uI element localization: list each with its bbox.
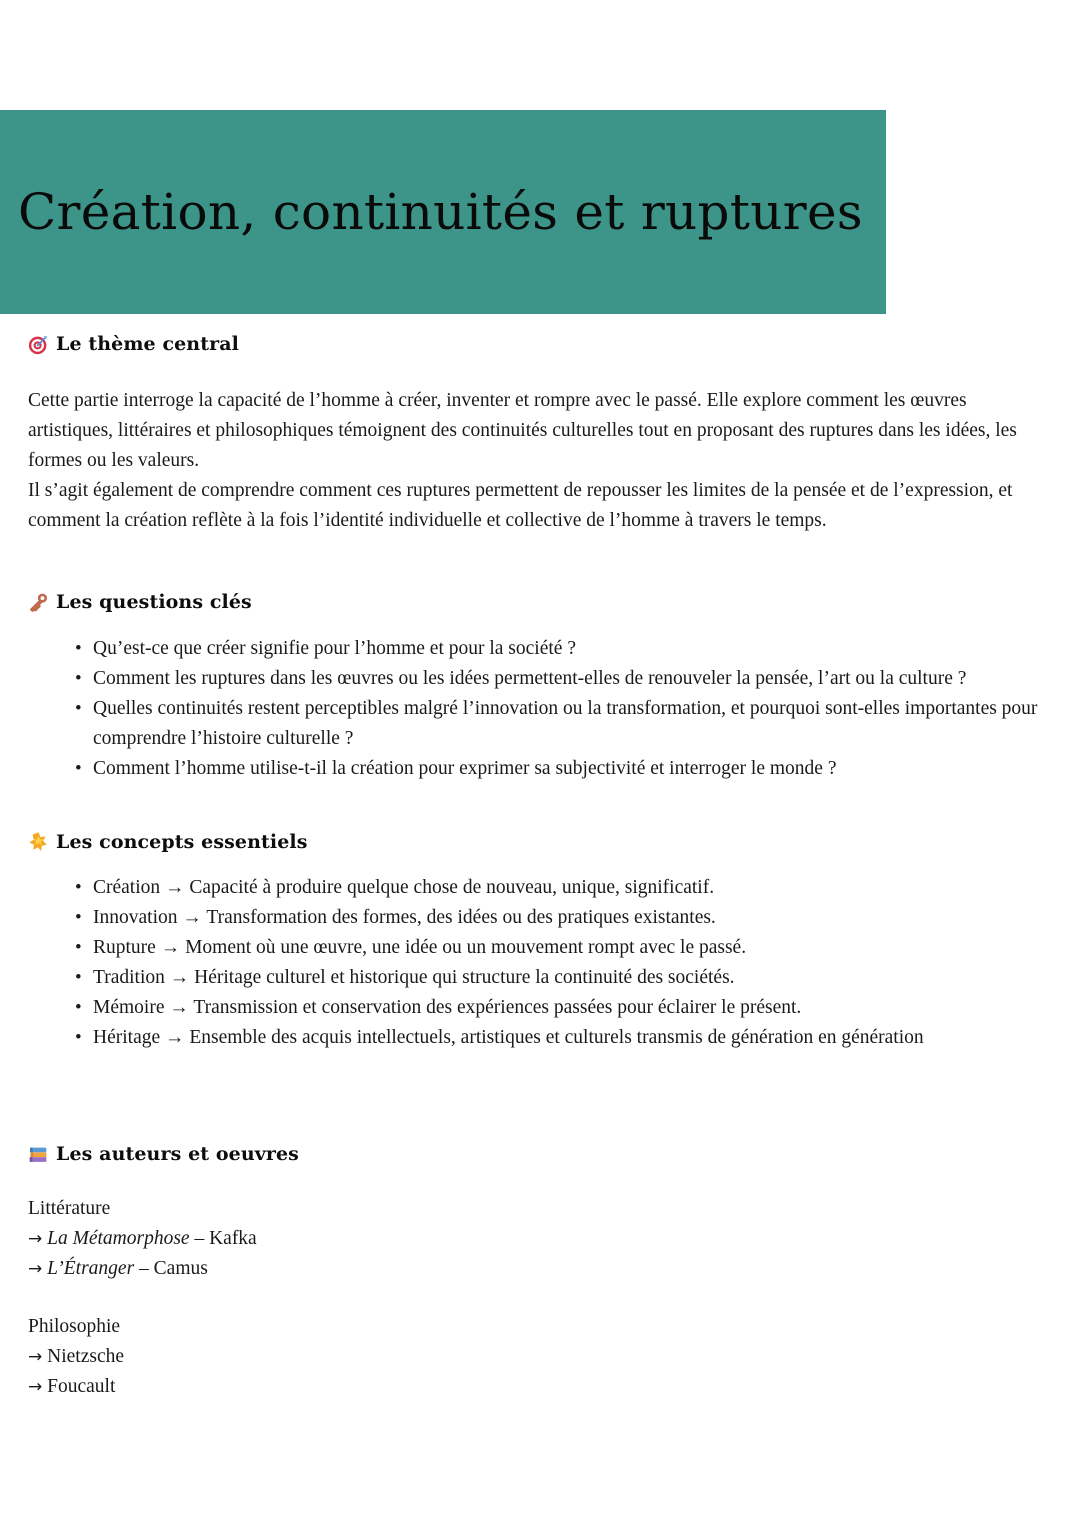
work-author: Camus bbox=[153, 1258, 208, 1280]
arrow-icon: → bbox=[28, 1229, 43, 1250]
books-icon bbox=[28, 1144, 49, 1165]
arrow-icon: → bbox=[28, 1377, 43, 1398]
list-item: • Tradition → Héritage culturel et historique qui structure la continuité des sociétés. bbox=[75, 963, 1052, 993]
work-author: Nietzsche bbox=[47, 1346, 125, 1368]
works-group-litterature bbox=[28, 1194, 1052, 1284]
works-group-label: Philosophie bbox=[28, 1316, 121, 1338]
concepts-list bbox=[28, 873, 1052, 1053]
key-icon bbox=[28, 592, 49, 613]
works-group-philosophie bbox=[28, 1312, 1052, 1402]
section-heading-concepts-label: Les concepts essentiels bbox=[56, 830, 308, 853]
work-entry bbox=[28, 1372, 1052, 1402]
work-title: L’Étranger bbox=[47, 1258, 135, 1280]
works-group-label: Littérature bbox=[28, 1198, 111, 1220]
work-dash: – bbox=[139, 1258, 149, 1280]
theme-paragraph-2: Il s’agit également de comprendre comment ces ruptures permettent de repousser les limites de la pensée et de l’expression, et comment la création reflète à la fois l’identité individuelle et collective de l’homme à travers le temps. bbox=[28, 479, 1013, 531]
list-item: • Héritage → Ensemble des acquis intellectuels, artistiques et culturels transmis de génération en génération bbox=[75, 1023, 1052, 1053]
work-entry bbox=[28, 1224, 1052, 1254]
section-heading-authors-label: Les auteurs et oeuvres bbox=[56, 1143, 299, 1166]
target-icon bbox=[28, 334, 49, 355]
work-entry bbox=[28, 1254, 1052, 1284]
work-author: Foucault bbox=[47, 1376, 116, 1398]
arrow-icon: → bbox=[28, 1259, 43, 1280]
questions-list bbox=[28, 634, 1052, 784]
star-icon bbox=[28, 831, 49, 852]
list-item: • Innovation → Transformation des formes, des idées ou des pratiques existantes. bbox=[75, 903, 1052, 933]
list-item: • Rupture → Moment où une œuvre, une idée ou un mouvement rompt avec le passé. bbox=[75, 933, 1052, 963]
section-heading-theme bbox=[28, 333, 1052, 356]
list-item: • Comment les ruptures dans les œuvres ou les idées permettent-elles de renouveler la pensée, l’art ou la culture ? bbox=[75, 664, 1052, 694]
authors-works bbox=[28, 1194, 1052, 1402]
section-heading-concepts bbox=[28, 831, 1052, 854]
work-author: Kafka bbox=[209, 1228, 257, 1250]
title-banner bbox=[0, 110, 886, 314]
list-item: • Quelles continuités restent perceptibles malgré l’innovation ou la transformation, et pourquoi sont-elles importantes pour comprendre l’histoire culturelle ? bbox=[75, 694, 1052, 754]
list-item: • Comment l’homme utilise-t-il la création pour exprimer sa subjectivité et interroger le monde ? bbox=[75, 754, 1052, 784]
theme-paragraph-1: Cette partie interroge la capacité de l’homme à créer, inventer et rompre avec le passé. Elle explore comment les œuvres artistiques, littéraires et philosophiques témoignent des continuités culturelles tout en proposant des ruptures dans les idées, les formes ou les valeurs. bbox=[28, 389, 1017, 471]
arrow-icon: → bbox=[28, 1347, 43, 1368]
list-item: • Qu’est-ce que créer signifie pour l’homme et pour la société ? bbox=[75, 634, 1052, 664]
list-item: • Mémoire → Transmission et conservation des expériences passées pour éclairer le présent. bbox=[75, 993, 1052, 1023]
section-heading-theme-label: Le thème central bbox=[56, 333, 239, 355]
work-title: La Métamorphose bbox=[47, 1228, 190, 1250]
theme-paragraphs bbox=[28, 386, 1052, 536]
section-heading-questions-label: Les questions clés bbox=[56, 590, 252, 613]
page-title: Création, continuités et ruptures bbox=[18, 182, 863, 241]
document-content bbox=[0, 314, 1080, 1402]
section-heading-questions bbox=[28, 591, 1052, 614]
work-entry bbox=[28, 1342, 1052, 1372]
list-item: • Création → Capacité à produire quelque chose de nouveau, unique, significatif. bbox=[75, 873, 1052, 903]
section-heading-authors bbox=[28, 1143, 1052, 1166]
work-dash: – bbox=[194, 1228, 205, 1250]
